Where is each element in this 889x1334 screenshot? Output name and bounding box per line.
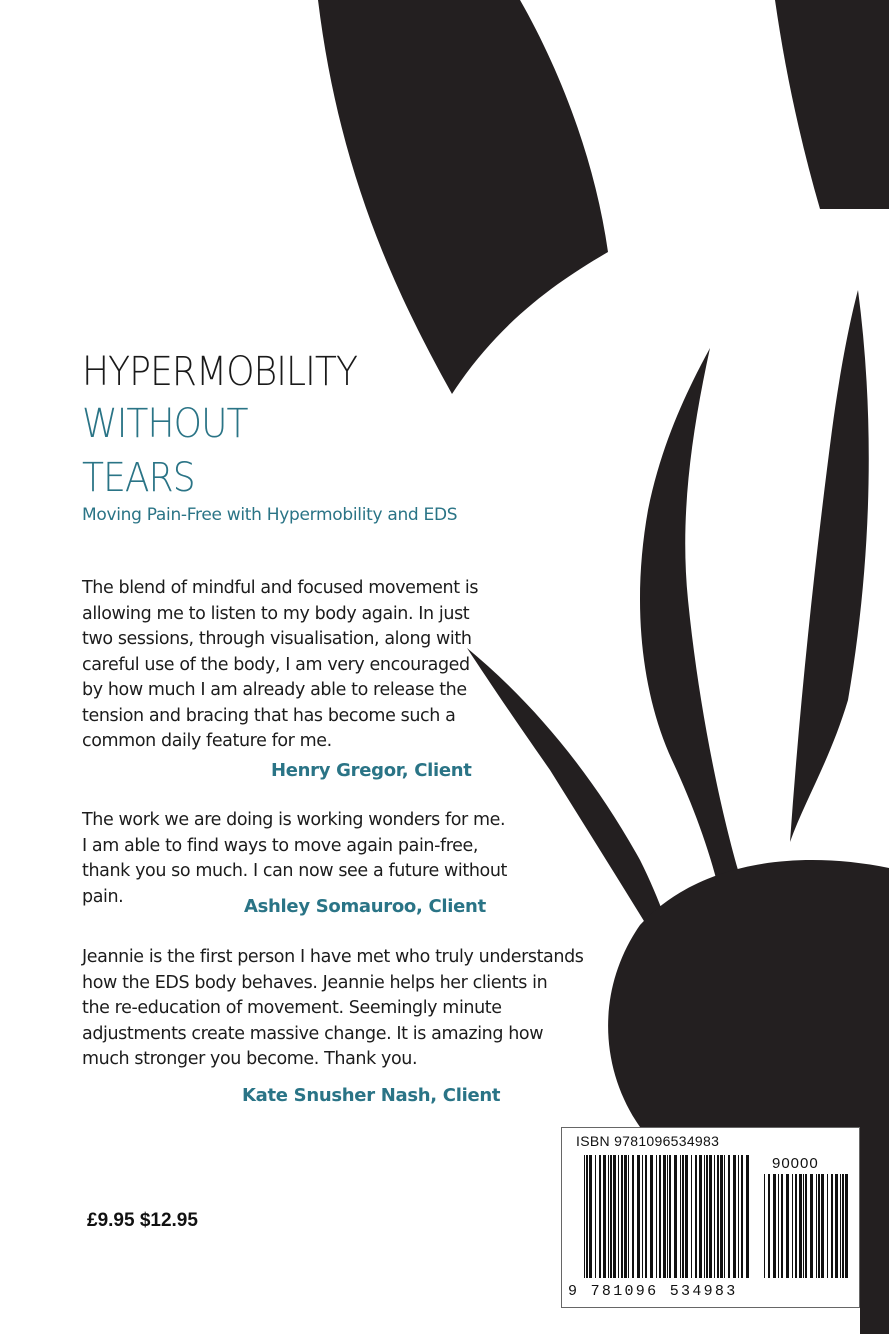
barcode-digits: 9 781096 534983 bbox=[568, 1283, 738, 1300]
testimonial-1-attribution: Henry Gregor, Client bbox=[271, 760, 472, 781]
barcode-bar bbox=[621, 1155, 623, 1278]
barcode-bar bbox=[599, 1155, 601, 1278]
barcode-bar bbox=[781, 1174, 783, 1278]
barcode-bar bbox=[717, 1155, 719, 1278]
testimonial-line: pain. bbox=[82, 886, 124, 907]
barcode-bar bbox=[845, 1174, 848, 1278]
barcode-bar bbox=[704, 1155, 705, 1278]
testimonial-line: careful use of the body, I am very encouraged bbox=[82, 654, 470, 675]
barcode-bar bbox=[682, 1155, 684, 1278]
barcode-bar bbox=[842, 1174, 844, 1278]
barcode-bar bbox=[659, 1155, 661, 1278]
barcode-bar bbox=[831, 1174, 833, 1278]
barcode-bar bbox=[805, 1174, 807, 1278]
barcode-bar bbox=[685, 1155, 688, 1278]
right-leaf-shape bbox=[790, 290, 869, 842]
barcode-bar bbox=[586, 1155, 588, 1278]
barcode-bar bbox=[827, 1174, 828, 1278]
barcode-bar bbox=[778, 1174, 779, 1278]
testimonial-line: the re-education of movement. Seemingly minute bbox=[82, 998, 502, 1018]
barcode-bar bbox=[642, 1155, 643, 1278]
barcode-bar bbox=[603, 1155, 606, 1278]
testimonial-2-attribution: Ashley Somauroo, Client bbox=[244, 896, 486, 917]
barcode-bar bbox=[835, 1174, 838, 1278]
barcode-bar bbox=[624, 1155, 627, 1278]
barcode-bar bbox=[637, 1155, 640, 1278]
testimonial-line: allowing me to listen to my body again. In just bbox=[82, 603, 470, 624]
addon-label: 90000 bbox=[772, 1155, 819, 1172]
barcode-bar bbox=[706, 1155, 708, 1278]
barcode-bar bbox=[728, 1155, 730, 1278]
testimonial-line: Jeannie is the first person I have met who truly understands bbox=[82, 947, 584, 967]
barcode-bar bbox=[799, 1174, 802, 1278]
barcode-bar bbox=[764, 1174, 765, 1278]
testimonial-2 bbox=[82, 808, 507, 910]
barcode-bar bbox=[584, 1155, 585, 1278]
barcode-bar bbox=[650, 1155, 653, 1278]
title-line-3: TEARS bbox=[82, 455, 195, 501]
barcode-bar bbox=[610, 1155, 612, 1278]
barcode-bar bbox=[656, 1155, 657, 1278]
testimonial-1 bbox=[82, 576, 478, 755]
top-leaf-shape bbox=[318, 0, 608, 394]
barcode-bar bbox=[773, 1174, 776, 1278]
testimonial-line: how the EDS body behaves. Jeannie helps her clients in bbox=[82, 972, 548, 993]
isbn-barcode bbox=[561, 1127, 860, 1308]
barcode-bar bbox=[724, 1155, 725, 1278]
barcode-bar bbox=[618, 1155, 619, 1278]
barcode-bar bbox=[810, 1174, 813, 1278]
testimonial-3-attribution: Kate Snusher Nash, Client bbox=[242, 1085, 501, 1106]
barcode-bar bbox=[608, 1155, 609, 1278]
testimonial-line: The work we are doing is working wonders for me. bbox=[82, 810, 506, 830]
barcode-bar bbox=[720, 1155, 723, 1278]
testimonial-line: tension and bracing that has become such a bbox=[82, 705, 456, 726]
testimonial-line: The blend of mindful and focused movement is bbox=[82, 578, 479, 598]
subtitle: Moving Pain-Free with Hypermobility and EDS bbox=[82, 505, 458, 525]
top-right-shape bbox=[775, 0, 889, 209]
barcode-bar bbox=[699, 1155, 702, 1278]
barcode-bar bbox=[738, 1155, 739, 1278]
price: £9.95 $12.95 bbox=[87, 1210, 198, 1231]
barcode-bar bbox=[768, 1174, 770, 1278]
barcode-bar bbox=[741, 1155, 743, 1278]
barcode-bar bbox=[680, 1155, 681, 1278]
testimonial-line: thank you so much. I can now see a future without bbox=[82, 861, 507, 881]
barcode-bar bbox=[667, 1155, 668, 1278]
barcode-bar bbox=[803, 1174, 804, 1278]
title-line-1: HYPERMOBILITY bbox=[82, 349, 358, 395]
barcode-bar bbox=[816, 1174, 817, 1278]
barcode-bar bbox=[840, 1174, 841, 1278]
barcode-bar bbox=[792, 1174, 793, 1278]
barcode-bar bbox=[632, 1155, 634, 1278]
isbn-label: ISBN 9781096534983 bbox=[576, 1133, 720, 1149]
barcode-bar bbox=[613, 1155, 616, 1278]
testimonial-line: much stronger you become. Thank you. bbox=[82, 1049, 418, 1069]
barcode-bar bbox=[733, 1155, 736, 1278]
barcode-bar bbox=[674, 1155, 677, 1278]
barcode-bar bbox=[645, 1155, 647, 1278]
barcode-bar bbox=[795, 1174, 797, 1278]
barcode-bar bbox=[691, 1155, 692, 1278]
barcode-bar bbox=[589, 1155, 592, 1278]
barcode-bar bbox=[695, 1155, 697, 1278]
testimonial-line: adjustments create massive change. It is amazing how bbox=[82, 1023, 544, 1044]
testimonial-3 bbox=[82, 945, 584, 1073]
barcode-bar bbox=[595, 1155, 596, 1278]
testimonial-line: two sessions, through visualisation, along with bbox=[82, 629, 472, 649]
barcode-bar bbox=[628, 1155, 629, 1278]
barcode-bar bbox=[786, 1174, 789, 1278]
barcode-bar bbox=[818, 1174, 820, 1278]
barcode-bar bbox=[709, 1155, 712, 1278]
middle-curve-shape bbox=[640, 348, 741, 935]
barcode-bar bbox=[821, 1174, 824, 1278]
title-line-2: WITHOUT bbox=[82, 401, 248, 447]
testimonial-line: by how much I am already able to release the bbox=[82, 680, 467, 700]
testimonial-line: common daily feature for me. bbox=[82, 731, 332, 751]
testimonial-line: I am able to find ways to move again pain-free, bbox=[82, 835, 479, 856]
barcode-bar bbox=[746, 1155, 749, 1278]
barcode-bar bbox=[663, 1155, 666, 1278]
barcode-bar bbox=[669, 1155, 671, 1278]
barcode-bar bbox=[714, 1155, 715, 1278]
